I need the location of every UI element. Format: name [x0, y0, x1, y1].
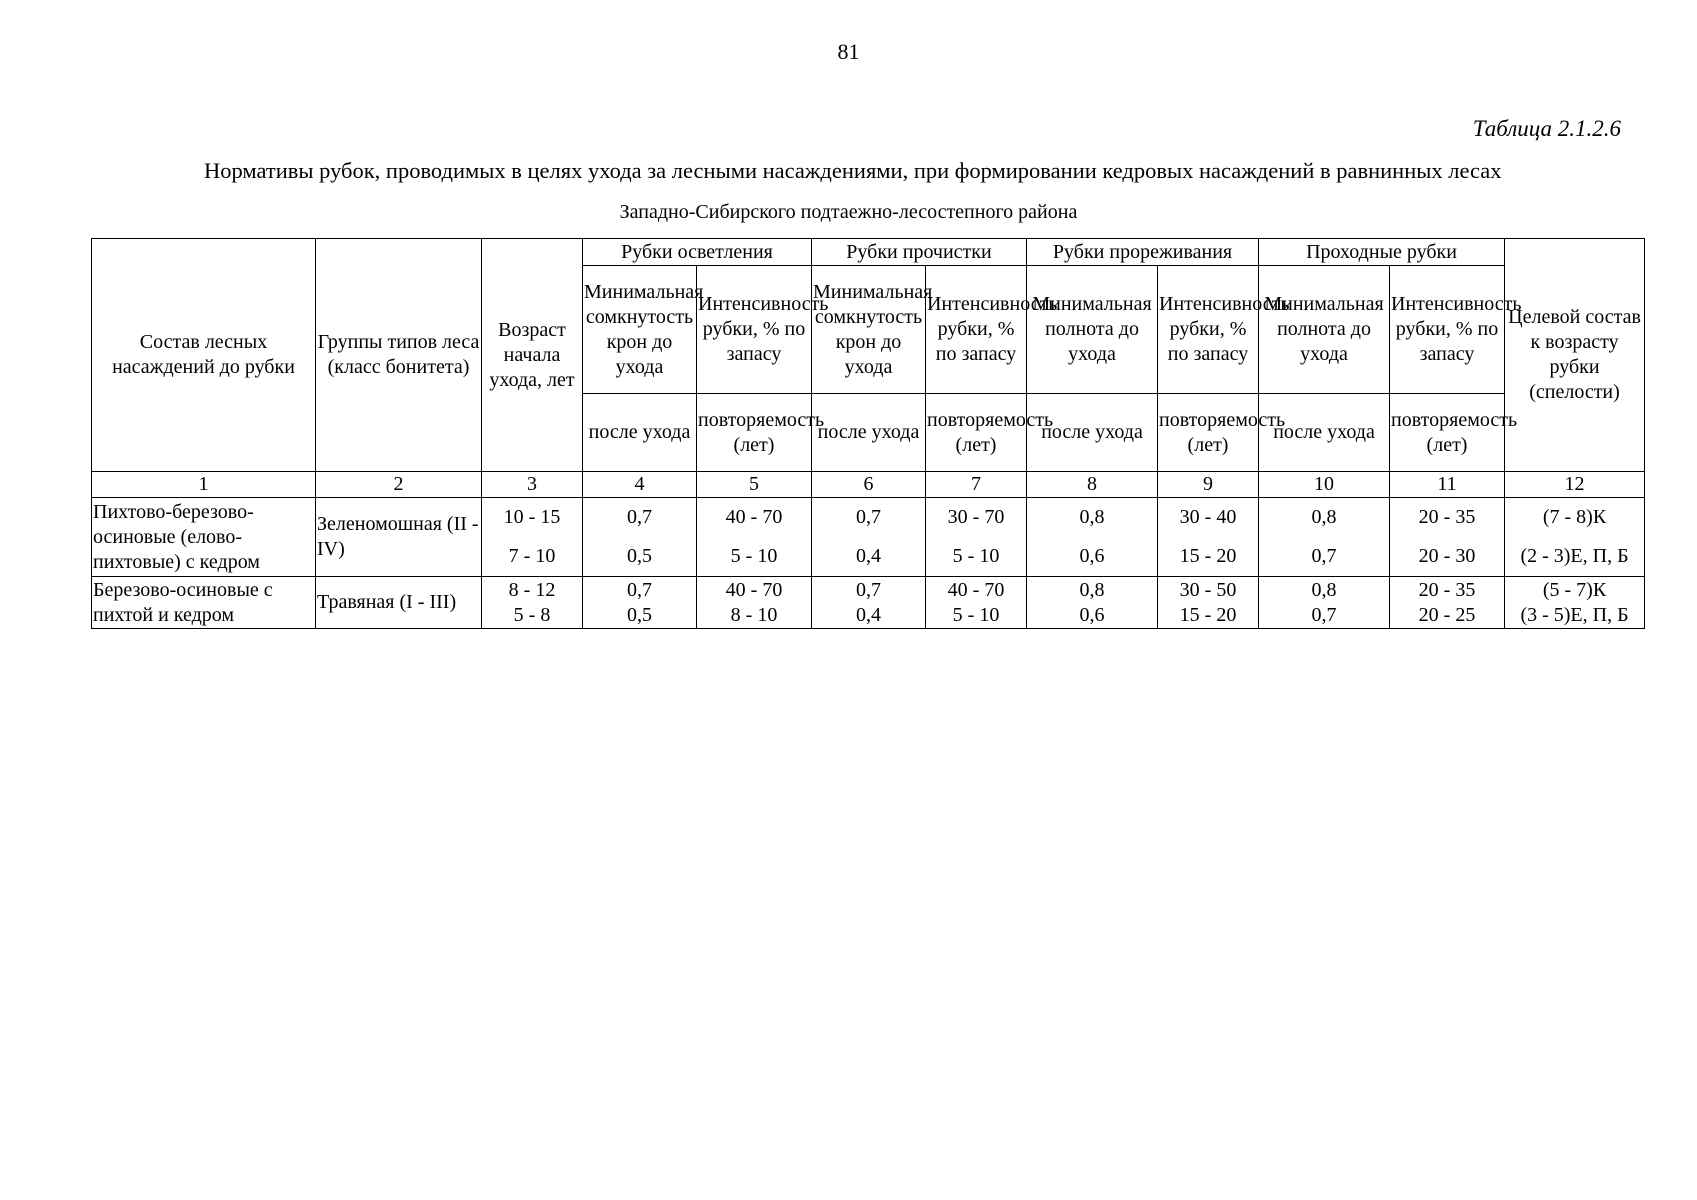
column-number: 3	[482, 472, 583, 498]
row-target-composition: (5 - 7)К (3 - 5)Е, П, Б	[1505, 577, 1645, 629]
column-number: 10	[1259, 472, 1390, 498]
page-number: 81	[837, 39, 860, 64]
row-value: 40 - 70 8 - 10	[697, 577, 812, 629]
row-value: 40 - 70 5 - 10	[697, 498, 812, 577]
column-number: 4	[583, 472, 697, 498]
column-number: 2	[316, 472, 482, 498]
row-forest-type: Зеленомошная (II - IV)	[316, 498, 482, 577]
header-min-fullness: Минимальная полнота до ухода	[1027, 266, 1158, 394]
column-number: 6	[812, 472, 926, 498]
row-composition: Березово-осиновые с пихтой и кедром	[92, 577, 316, 629]
column-number: 7	[926, 472, 1027, 498]
header-repeat: повторяемость (лет)	[697, 394, 812, 472]
header-repeat: повторяемость (лет)	[1158, 394, 1259, 472]
header-group-thinning: Рубки прореживания	[1027, 239, 1259, 266]
column-number: 5	[697, 472, 812, 498]
header-after-care: после ухода	[1259, 394, 1390, 472]
row-value: 30 - 50 15 - 20	[1158, 577, 1259, 629]
header-repeat: повторяемость (лет)	[926, 394, 1027, 472]
header-min-density: Минимальная сомкнутость крон до ухода	[812, 266, 926, 394]
row-value: 0,8 0,7	[1259, 498, 1390, 577]
header-min-fullness: Минимальная полнота до ухода	[1259, 266, 1390, 394]
row-value: 0,7 0,5	[583, 498, 697, 577]
header-intensity: Интенсивность рубки, % по запасу	[1158, 266, 1259, 394]
row-value: 0,7 0,5	[583, 577, 697, 629]
row-value: 0,8 0,6	[1027, 577, 1158, 629]
row-value: 0,8 0,7	[1259, 577, 1390, 629]
column-number: 11	[1390, 472, 1505, 498]
table-row	[92, 577, 1645, 629]
row-composition: Пихтово-березово-осиновые (елово-пихтовые) с кедром	[92, 498, 316, 577]
header-row-groups	[92, 239, 1645, 266]
row-value: 0,7 0,4	[812, 577, 926, 629]
column-number: 8	[1027, 472, 1158, 498]
column-number: 1	[92, 472, 316, 498]
header-row-numbers	[92, 472, 1645, 498]
row-start-age: 8 - 12 5 - 8	[482, 577, 583, 629]
header-intensity: Интенсивность рубки, % по запасу	[1390, 266, 1505, 394]
header-start-age: Возраст начала ухода, лет	[482, 239, 583, 472]
header-intensity: Интенсивность рубки, % по запасу	[926, 266, 1027, 394]
header-after-care: после ухода	[1027, 394, 1158, 472]
table-label: Таблица 2.1.2.6	[1472, 116, 1621, 141]
header-min-density: Минимальная сомкнутость крон до ухода	[583, 266, 697, 394]
header-group-passage: Проходные рубки	[1259, 239, 1505, 266]
header-composition: Состав лесных насаждений до рубки	[92, 239, 316, 472]
header-target-composition: Целевой состав к возрасту рубки (спелости)	[1505, 239, 1645, 472]
header-group-clarifying: Рубки осветления	[583, 239, 812, 266]
table-title: Нормативы рубок, проводимых в целях ухода за лесными насаждениями, при формировании кедровых насаждений в равнинных лесах	[204, 158, 1502, 183]
row-start-age: 10 - 15 7 - 10	[482, 498, 583, 577]
row-value: 0,7 0,4	[812, 498, 926, 577]
row-value: 20 - 35 20 - 25	[1390, 577, 1505, 629]
row-value: 0,8 0,6	[1027, 498, 1158, 577]
header-repeat: повторяемость (лет)	[1390, 394, 1505, 472]
table-row	[92, 498, 1645, 577]
column-number: 9	[1158, 472, 1259, 498]
header-intensity: Интенсивность рубки, % по запасу	[697, 266, 812, 394]
column-number: 12	[1505, 472, 1645, 498]
header-after-care: после ухода	[583, 394, 697, 472]
header-forest-type: Группы типов леса (класс бонитета)	[316, 239, 482, 472]
norms-table	[91, 238, 1645, 629]
row-value: 30 - 70 5 - 10	[926, 498, 1027, 577]
row-target-composition: (7 - 8)К (2 - 3)Е, П, Б	[1505, 498, 1645, 577]
header-after-care: после ухода	[812, 394, 926, 472]
row-value: 30 - 40 15 - 20	[1158, 498, 1259, 577]
row-forest-type: Травяная (I - III)	[316, 577, 482, 629]
table-subtitle: Западно-Сибирского подтаежно-лесостепного района	[619, 201, 1078, 223]
row-value: 20 - 35 20 - 30	[1390, 498, 1505, 577]
row-value: 40 - 70 5 - 10	[926, 577, 1027, 629]
header-group-cleaning: Рубки прочистки	[812, 239, 1027, 266]
